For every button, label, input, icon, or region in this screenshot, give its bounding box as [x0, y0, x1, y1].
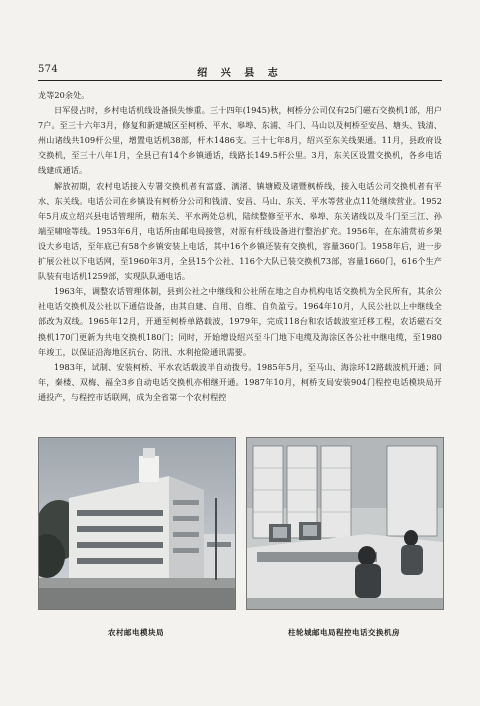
page-header — [38, 64, 442, 80]
switch-room-photo-caption: 柱轮城邮电局程控电话交换机房 — [288, 628, 400, 637]
paragraph: 龙等20余处。 — [38, 90, 90, 100]
paragraph: 解放初期，农村电话接入专署交换机者有富盛、漓渚、镇塘殿及诸暨枫桥线，接入电话公司交换机者有平水、东关线。电话公司在乡镇设有柯桥分公司和钱清、安昌、马山、东关、平水等营业点11处继续营业。1952年5月成立绍兴县电话管理所，精东关、平水两处总机，陆续整修至平水、皋埠、东关诸线以及斗门至三江、孙端至啸唫等线。1953年6月，电话所由邮电局接管，对原有杆线设备进行整治扩充。1956年，在东浦赏祊乡架设大乡电话，至年底已有58个乡镇安装上电话，其中16个乡镇还装有交换机，容量360门。1958年后，进一步扩展公社以下电话网，至1960年3月，全县15个公社、116个大队已装交换机73部，容量1660门，616个生产队装有电话机1259部，实现队队通电话。 — [38, 180, 442, 282]
paragraph: 1983年，试制、安装柯桥、平水农话载波半自动拨号。1985年5月，至马山、海涂环12路载波机开通；同年，秦楼、双梅、福全3乡自动电话交换机亦相继开通。1987年10月，柯桥支局安装904门程控电话模块局开通投产，与程控市话联网，成为全省第一个农村程控 — [38, 361, 442, 402]
page-number: 574 — [38, 64, 58, 75]
header-rule — [38, 80, 442, 81]
paragraph: 日军侵占时，乡村电话机线设备损失惨重。三十四年(1945)秋，柯桥分公司仅有25门磁石交换机1部，用户7户。至三十六年3月，修复和新建城区至柯桥、平水、皋埠、东浦、斗门、马山以及柯桥至安昌、塘头、钱清、州山诸线共109杆公里，增置电话机38部，杆木1486支。三十七年8月，绍兴至东关线架通。11月，县政府设交换机，至三十八年1月，全县已有14个乡镇通话，线路长149.5杆公里。3月，东关区设置交换机，各乡电话线建成通话。 — [38, 105, 442, 176]
building-photo — [38, 437, 236, 610]
book-title: 绍 兴 县 志 — [197, 68, 283, 79]
building-photo-caption: 农村邮电模块局 — [108, 628, 164, 637]
switch-room-photo — [246, 437, 444, 610]
paragraph: 1963年，调整农话管理体制，县到公社之中继线和公社所在地之自办机构电话交换机为全民所有，其余公社电话交换机及公社以下通信设备，由其自建、自用、自维、自负盈亏。1964年10月，人民公社以上中继线全部改为双线。1965年12月，开通至柯桥单路载波，1979年，完成118台和农话载波室迁移工程，农话磁石交换机170门更新为共电交换机180门；同时，开始增设绍兴至斗门地下电缆及海涂区各公社中继电缆，至1980年竣工，以保证沿海地区抗台、防汛、水利抢险通讯需要。 — [38, 286, 442, 357]
body-text — [38, 88, 442, 405]
